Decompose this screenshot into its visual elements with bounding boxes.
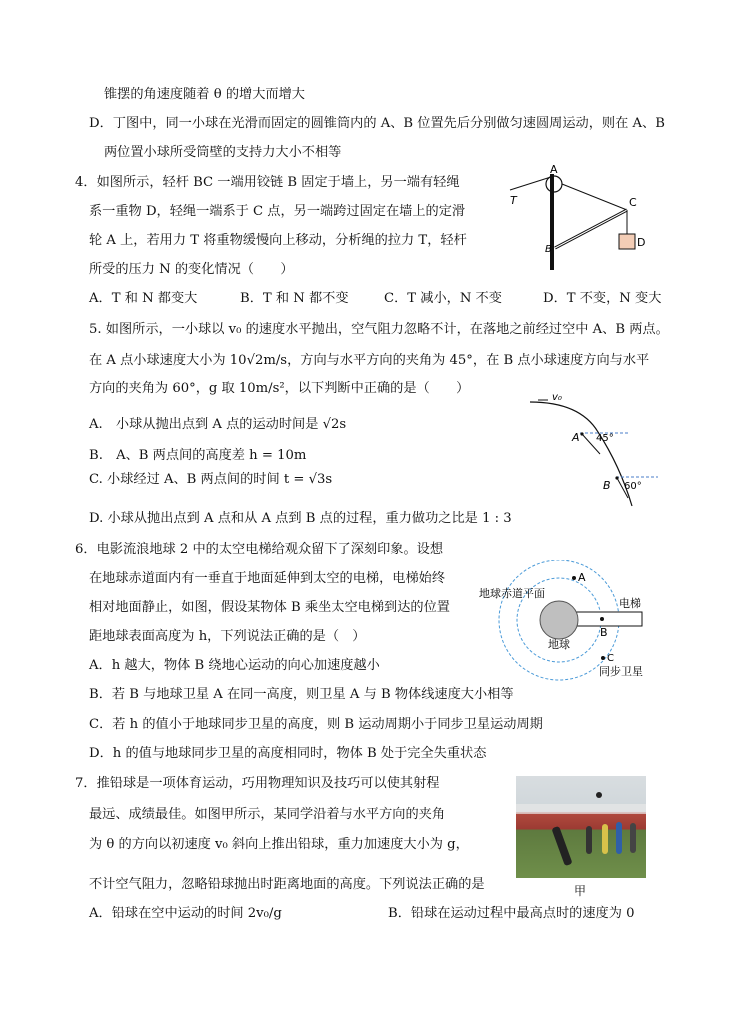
projectile-figure bbox=[520, 388, 660, 513]
question-4-stem: 所受的压力 N 的变化情况（ ） bbox=[89, 262, 294, 277]
label-b: B bbox=[600, 626, 608, 639]
option-d: D．h 的值与地球同步卫星的高度相同时，物体 B 处于完全失重状态 bbox=[89, 746, 487, 761]
photo-caption: 甲 bbox=[574, 884, 587, 898]
label-sync-satellite: 同步卫星 bbox=[599, 665, 643, 678]
question-6-stem: 相对地面静止，如图，假设某物体 B 乘坐太空电梯到达的位置 bbox=[89, 600, 450, 615]
label-t: T bbox=[510, 194, 517, 207]
label-b: B bbox=[545, 244, 552, 255]
option-a: A. 小球从抛出点到 A 点的运动时间是 √2s bbox=[89, 417, 347, 432]
option-d: D．T 不变，N 变大 bbox=[543, 291, 662, 306]
shot-put-photo bbox=[516, 776, 646, 878]
label-d: D bbox=[637, 236, 646, 249]
elevator bbox=[572, 612, 642, 626]
question-5-stem: 5. 如图所示，一小球以 v₀ 的速度水平抛出，空气阻力忽略不计，在落地之前经过空中 A、B 两点。 bbox=[89, 322, 669, 337]
label-angle-b: 60° bbox=[624, 481, 642, 492]
label-earth: 地球 bbox=[548, 638, 570, 651]
text-line: 锥摆的角速度随着 θ 的增大而增大 bbox=[104, 87, 305, 102]
text-line: 两位置小球所受筒壁的支持力大小不相等 bbox=[104, 145, 342, 160]
question-7-stem: 不计空气阻力，忽略铅球抛出时距离地面的高度。下列说法正确的是 bbox=[89, 877, 485, 892]
point-a bbox=[580, 432, 583, 435]
space-elevator-figure bbox=[476, 560, 666, 685]
question-4-stem: 4．如图所示，轻杆 BC 一端用铰链 B 固定于墙上，另一端有轻绳 bbox=[75, 175, 460, 190]
point-b bbox=[615, 476, 618, 479]
question-6-stem: 6．电影流浪地球 2 中的太空电梯给观众留下了深刻印象。设想 bbox=[75, 542, 444, 557]
option-a: A．铅球在空中运动的时间 2v₀/g bbox=[89, 906, 282, 921]
option-c: C．若 h 的值小于地球同步卫星的高度，则 B 运动周期小于同步卫星运动周期 bbox=[89, 717, 543, 732]
label-a: A bbox=[572, 431, 580, 444]
spectator bbox=[602, 824, 608, 854]
question-5-stem: 在 A 点小球速度大小为 10√2m/s，方向与水平方向的夹角为 45°，在 B 点小球速度方向与水平 bbox=[89, 353, 650, 368]
label-c: C bbox=[607, 653, 614, 664]
rod-bc-highlight bbox=[555, 210, 627, 248]
trajectory bbox=[530, 402, 632, 506]
question-6-stem: 在地球赤道面内有一垂直于地面延伸到太空的电梯，电梯始终 bbox=[89, 571, 446, 586]
satellite-a bbox=[572, 576, 576, 580]
question-7-stem: 7．推铅球是一项体育运动，巧用物理知识及技巧可以使其射程 bbox=[75, 776, 440, 791]
rope bbox=[562, 184, 627, 210]
label-angle-a: 45° bbox=[596, 433, 614, 444]
spectator bbox=[586, 826, 592, 854]
label-a: A bbox=[550, 163, 558, 176]
option-d: D. 小球从抛出点到 A 点和从 A 点到 B 点的过程，重力做功之比是 1 : 3 bbox=[89, 511, 512, 526]
question-7-stem: 为 θ 的方向以初速度 v₀ 斜向上推出铅球，重力加速度大小为 g， bbox=[89, 837, 469, 852]
label-a: A bbox=[578, 571, 586, 584]
stadium-stand bbox=[516, 804, 646, 814]
label-b: B bbox=[603, 479, 611, 492]
shot-ball bbox=[596, 792, 602, 798]
question-5-stem: 方向的夹角为 60°，g 取 10m/s²，以下判断中正确的是（ ） bbox=[89, 381, 470, 396]
label-elevator: 电梯 bbox=[619, 597, 641, 610]
question-4-stem: 系一重物 D，轻绳一端系于 C 点，另一端跨过固定在墙上的定滑 bbox=[89, 204, 466, 219]
option-b: B. A、B 两点间的高度差 h = 10m bbox=[89, 448, 307, 463]
option-a: A．T 和 N 都变大 bbox=[89, 291, 198, 306]
spectator bbox=[616, 822, 622, 854]
object-b bbox=[600, 617, 604, 621]
sync-satellite-c bbox=[601, 656, 605, 660]
label-v0: v₀ bbox=[552, 392, 562, 403]
label-equator-plane: 地球赤道平面 bbox=[479, 587, 545, 600]
spectator bbox=[630, 823, 636, 853]
athlete bbox=[551, 826, 572, 866]
pulley-rod-figure bbox=[500, 160, 660, 275]
option-c: C．T 减小，N 不变 bbox=[384, 291, 502, 306]
option-b: B．若 B 与地球卫星 A 在同一高度，则卫星 A 与 B 物体线速度大小相等 bbox=[89, 687, 514, 702]
option-b: B．铅球在运动过程中最高点时的速度为 0 bbox=[388, 906, 635, 921]
question-7-stem: 最远、成绩最佳。如图甲所示，某同学沿着与水平方向的夹角 bbox=[89, 807, 446, 822]
option-c: C. 小球经过 A、B 两点间的时间 t = √3s bbox=[89, 472, 333, 487]
earth bbox=[540, 601, 578, 639]
question-6-stem: 距地球表面高度为 h，下列说法正确的是（ ） bbox=[89, 629, 366, 644]
label-c: C bbox=[629, 196, 637, 209]
option-b: B．T 和 N 都不变 bbox=[240, 291, 349, 306]
option-a: A．h 越大，物体 B 绕地心运动的向心加速度越小 bbox=[89, 658, 380, 673]
text-line: D．丁图中，同一小球在光滑而固定的圆锥筒内的 A、B 位置先后分别做匀速圆周运动，则在 A、B bbox=[89, 116, 665, 131]
question-4-stem: 轮 A 上，若用力 T 将重物缓慢向上移动，分析绳的拉力 T，轻杆 bbox=[89, 233, 467, 248]
weight-d bbox=[619, 234, 635, 249]
